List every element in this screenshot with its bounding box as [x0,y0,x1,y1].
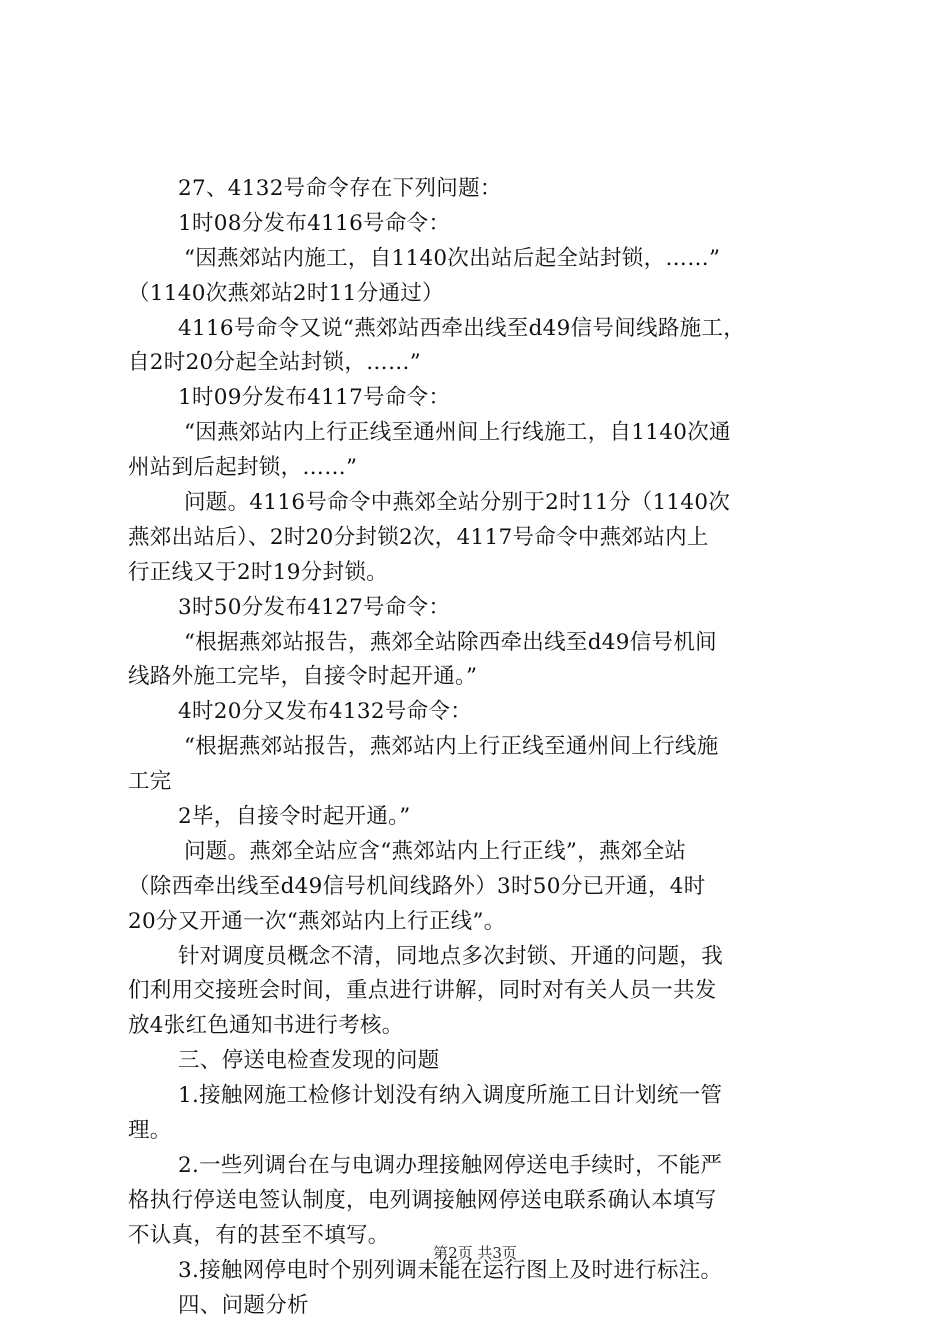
text-line: 工完 [128,769,172,795]
text-line: 不认真，有的甚至不填写。 [128,1222,390,1248]
text-line: 行正线又于2时19分封锁。 [128,559,388,585]
text-line: 自2时20分起全站封锁，……” [128,350,422,376]
text-line: 4116号命令又说“燕郊站西牵出线至d49信号间线路施工， [178,315,746,341]
text-line: 格执行停送电签认制度，电列调接触网停送电联系确认本填写 [128,1187,717,1213]
text-line: 州站到后起封锁，……” [128,455,358,481]
text-line: 们利用交接班会时间，重点进行讲解，同时对有关人员一共发 [128,978,717,1004]
text-line: 问题。4116号命令中燕郊全站分别于2时11分（1140次 [184,490,731,516]
text-line: 四、问题分析 [178,1292,309,1318]
text-line: 4时20分又发布4132号命令： [178,699,473,725]
text-line: “根据燕郊站报告，燕郊站内上行正线至通州间上行线施 [184,734,719,760]
page-footer: 第2页 共3页 [433,1244,517,1262]
text-line: 燕郊出站后）、2时20分封锁2次，4117号命令中燕郊站内上 [128,524,709,550]
text-line: （除西牵出线至d49信号机间线路外）3时50分已开通，4时 [128,873,706,899]
text-line: 三、停送电检查发现的问题 [178,1048,440,1074]
text-line: “因燕郊站内上行正线至通州间上行线施工，自1140次通 [184,420,731,446]
text-line: 2毕，自接令时起开通。” [178,804,411,830]
document-body [128,172,843,1323]
text-line: “因燕郊站内施工，自1140次出站后起全站封锁，……” [184,245,721,271]
text-line: 理。 [128,1118,172,1144]
text-line: 放4张红色通知书进行考核。 [128,1013,404,1039]
text-line: （1140次燕郊站2时11分通过） [128,280,444,306]
text-line: 3.接触网停电时个别列调未能在运行图上及时进行标注。 [178,1257,723,1283]
text-line: 2.一些列调台在与电调办理接触网停送电手续时，不能严 [178,1152,723,1178]
text-line: 1时09分发布4117号命令： [178,385,451,411]
text-line: 线路外施工完毕，自接令时起开通。” [128,664,478,690]
text-line: “根据燕郊站报告，燕郊全站除西牵出线至d49信号机间 [184,629,717,655]
text-line: 1.接触网施工检修计划没有纳入调度所施工日计划统一管 [178,1083,723,1109]
text-line: 1时08分发布4116号命令： [178,210,451,236]
text-line: 针对调度员概念不清，同地点多次封锁、开通的问题，我 [178,943,724,969]
text-line: 20分又开通一次“燕郊站内上行正线”。 [128,908,506,934]
text-line: 问题。燕郊全站应含“燕郊站内上行正线”，燕郊全站 [184,838,687,864]
text-line: 27、4132号命令存在下列问题： [178,176,502,201]
text-line: 3时50分发布4127号命令： [178,594,451,620]
